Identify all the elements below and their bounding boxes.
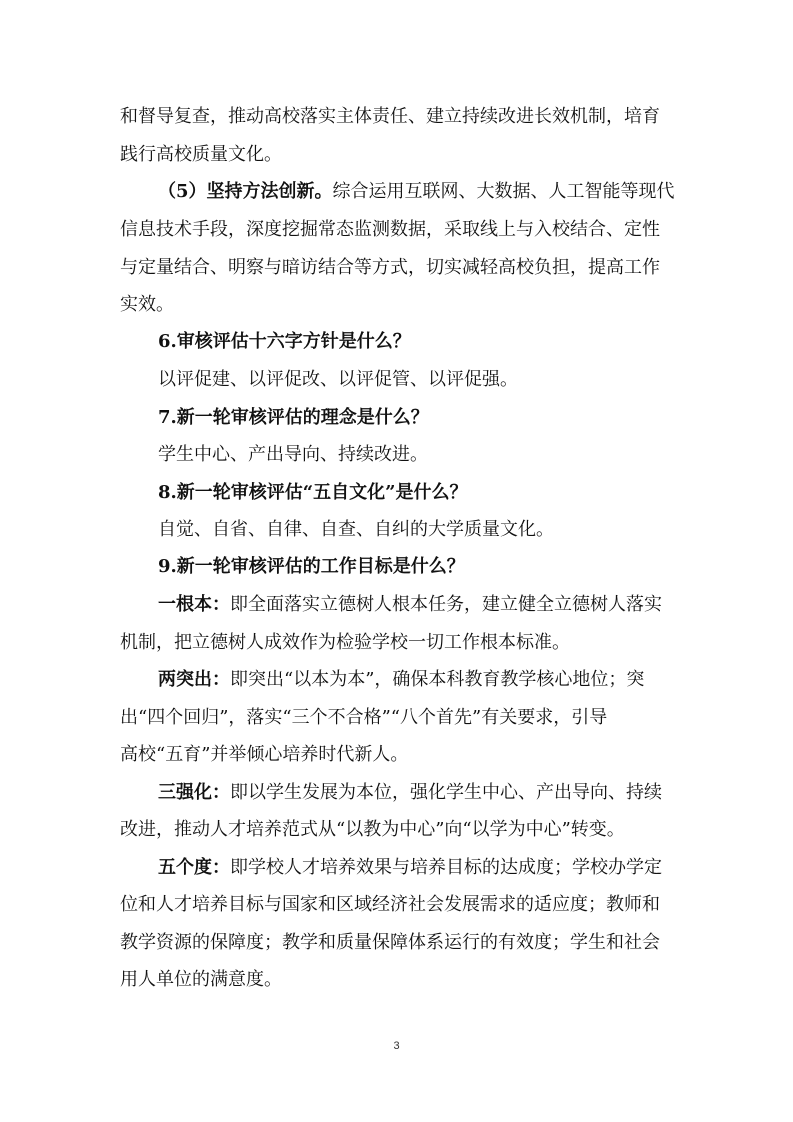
paragraph-line: 教学资源的保障度；教学和质量保障体系运行的有效度；学生和社会 xyxy=(120,932,660,953)
goal-4-heading: 五个度： xyxy=(158,857,230,878)
question-8-answer: 自觉、自省、自律、自查、自纠的大学质量文化。 xyxy=(158,519,554,540)
question-9-heading: 9.新一轮审核评估的工作目标是什么？ xyxy=(158,556,465,577)
paragraph-line xyxy=(158,593,718,617)
goal-2-heading: 两突出： xyxy=(158,669,230,690)
question-7-heading: 7.新一轮审核评估的理念是什么？ xyxy=(158,407,429,428)
goal-2-text: 即突出“以本为本”，确保本科教育教学核心地位；突 xyxy=(230,669,645,690)
paragraph-line: 和督导复查，推动高校落实主体责任、建立持续改进长效机制，培育 xyxy=(120,106,660,127)
goal-1-text: 即全面落实立德树人根本任务，建立健全立德树人落实 xyxy=(230,594,662,615)
paragraph-line: 与定量结合、明察与暗访结合等方式，切实减轻高校负担，提高工作 xyxy=(120,257,660,278)
point-5-heading: （5）坚持方法创新。 xyxy=(158,181,333,202)
paragraph-line: 位和人才培养目标与国家和区域经济社会发展需求的适应度；教师和 xyxy=(120,894,660,915)
question-8-heading: 8.新一轮审核评估“五自文化”是什么？ xyxy=(158,482,468,503)
goal-3-text: 即以学生发展为本位，强化学生中心、产出导向、持续 xyxy=(230,782,662,803)
paragraph-line: 实效。 xyxy=(120,294,174,315)
paragraph-line: 高校“五育”并举倾心培养时代新人。 xyxy=(120,744,409,765)
point-5-text: 综合运用互联网、大数据、人工智能等现代 xyxy=(332,181,675,202)
paragraph-line xyxy=(158,781,718,805)
goal-1-heading: 一根本： xyxy=(158,594,230,615)
paragraph-line xyxy=(158,856,718,880)
paragraph-line: 机制，把立德树人成效作为检验学校一切工作根本标准。 xyxy=(120,632,570,653)
paragraph-line: 改进，推动人才培养范式从“以教为中心”向“以学为中心”转变。 xyxy=(120,819,625,840)
paragraph-line: 践行高校质量文化。 xyxy=(120,144,282,165)
goal-3-heading: 三强化： xyxy=(158,782,230,803)
paragraph-line xyxy=(158,668,718,692)
question-6-heading: 6.审核评估十六字方针是什么？ xyxy=(158,331,411,352)
goal-4-text: 即学校人才培养效果与培养目标的达成度；学校办学定 xyxy=(230,857,662,878)
paragraph-line xyxy=(158,180,718,204)
paragraph-line: 出“四个回归”，落实“三个不合格”“八个首先”有关要求，引导 xyxy=(120,707,608,728)
paragraph-line: 用人单位的满意度。 xyxy=(120,969,282,990)
question-6-answer: 以评促建、以评促改、以评促管、以评促强。 xyxy=(158,369,518,390)
question-7-answer: 学生中心、产出导向、持续改进。 xyxy=(158,444,428,465)
paragraph-line: 信息技术手段，深度挖掘常态监测数据，采取线上与入校结合、定性 xyxy=(120,219,660,240)
page-number: 3 xyxy=(393,1040,400,1052)
